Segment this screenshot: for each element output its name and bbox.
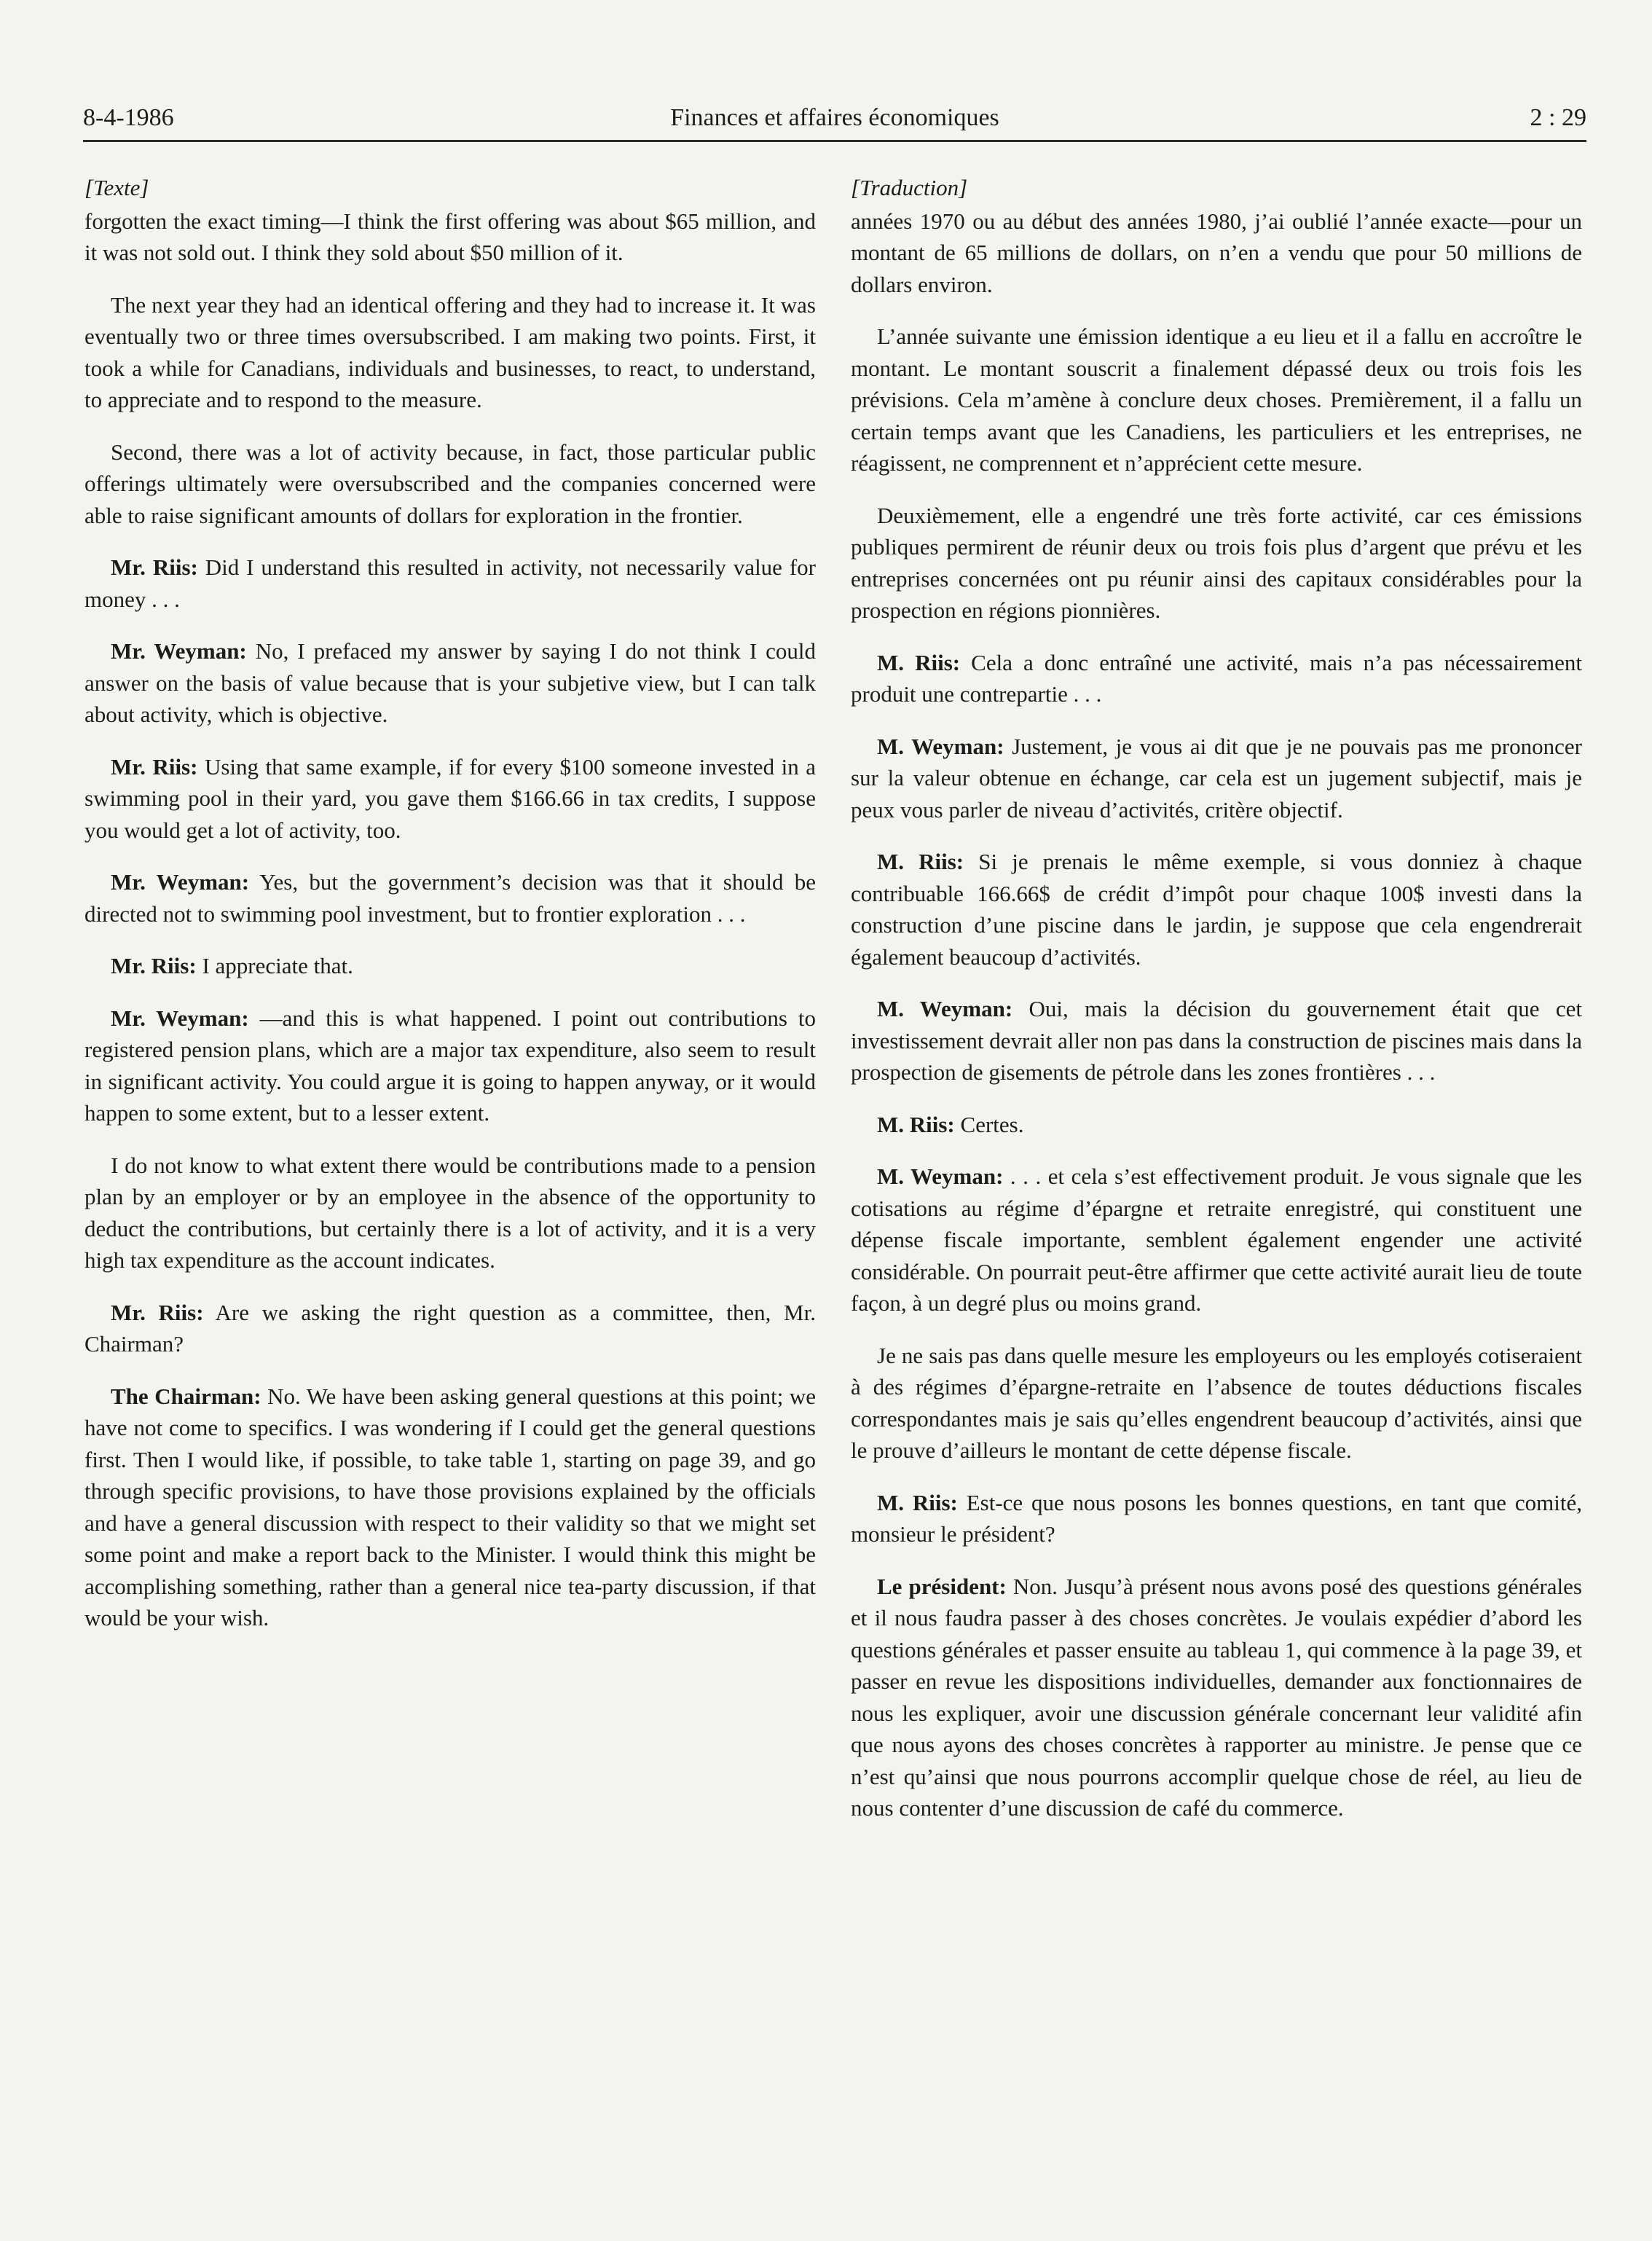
paragraph: [851, 205, 1582, 301]
paragraph: [851, 321, 1582, 479]
speaker-name: M. Weyman:: [877, 1163, 1004, 1189]
speaker-name: M. Riis:: [877, 849, 964, 874]
paragraph-text: The next year they had an identical offering and they had to increase it. It was eventually two or three times oversubscribed. I am making two points. First, it took a while for Canadians, individuals and businesses, to react, to understand, to appreciate and to respond to the measure.: [84, 291, 816, 412]
paragraph-text: L’année suivante une émission identique a eu lieu et il a fallu en accroître le montant. Le montant souscrit a finalement dépassé deux ou trois fois les prévisions. Cela m’amène à conclure deux choses. Premièrement, il a fallu un certain temps avant que les Canadiens, les particuliers et les entreprises, ne réagissent, ne comprennent et n’apprécient cette mesure.: [851, 323, 1582, 476]
header-page-number: 2 : 29: [1530, 104, 1586, 131]
right-paragraphs: [851, 205, 1582, 1824]
paragraph: [851, 1571, 1582, 1824]
paragraph-text: No. We have been asking general questions at this point; we have not come to specifics. I was wondering if I could get the general questions first. Then I would like, if possible, to take table 1, starting on page 39, and go through specific provisions, to have those provisions explained by the officials and have a general discussion with respect to their validity so that we might set some point and make a report back to the Minister. I would think this might be accomplishing something, rather than a general nice tea-party discussion, if that would be your wish.: [84, 1383, 816, 1630]
left-paragraphs: [84, 205, 816, 1634]
speaker-name: Mr. Weyman:: [111, 869, 250, 895]
speaker-name: Mr. Riis:: [111, 1299, 204, 1325]
paragraph-text: Certes.: [954, 1111, 1024, 1137]
paragraph-text: Oui, mais la décision du gouvernement était que cet investissement devrait aller non pas dans la construction de piscines mais dans la prospection de gisements de pétrole dans les zones frontières . . .: [851, 996, 1582, 1085]
speaker-name: Mr. Riis:: [111, 554, 198, 580]
speaker-name: M. Weyman:: [877, 733, 1004, 759]
speaker-name: Mr. Weyman:: [111, 1005, 249, 1031]
paragraph-text: Deuxièmement, elle a engendré une très forte activité, car ces émissions publiques permirent de réunir deux ou trois fois plus d’argent que prévu et les entreprises concernées ont pu réunir ainsi des capitaux considérables pour la prospection en régions pionnières.: [851, 502, 1582, 623]
paragraph-text: Are we asking the right question as a committee, then, Mr. Chairman?: [84, 1299, 816, 1357]
speaker-name: Le président:: [877, 1573, 1007, 1599]
paragraph-text: années 1970 ou au début des années 1980, j’ai oublié l’année exacte—pour un montant de 65 millions de dollars, on n’en a vendu que pour 50 millions de dollars environ.: [851, 208, 1582, 297]
paragraph-text: Second, there was a lot of activity because, in fact, those particular public offerings ultimately were oversubscribed and the companies concerned were able to raise significant amounts of dollars for exploration in the frontier.: [84, 439, 816, 528]
paragraph: [84, 1002, 816, 1129]
paragraph: [851, 1161, 1582, 1319]
paragraph: [851, 731, 1582, 826]
paragraph: [84, 751, 816, 847]
paragraph: [84, 1150, 816, 1276]
paragraph-text: forgotten the exact timing—I think the first offering was about $65 million, and it was not sold out. I think they sold about $50 million of it.: [84, 208, 816, 265]
speaker-name: M. Weyman:: [877, 996, 1013, 1021]
paragraph-text: Justement, je vous ai dit que je ne pouvais pas me prononcer sur la valeur obtenue en échange, car cela est un jugement subjectif, mais je peux vous parler de niveau d’activités, critère objectif.: [851, 733, 1582, 823]
speaker-name: M. Riis:: [877, 649, 961, 675]
paragraph: [851, 846, 1582, 973]
right-column-french: [851, 172, 1582, 1845]
paragraph: [84, 950, 816, 982]
paragraph: [84, 635, 816, 731]
paragraph-text: Yes, but the government’s decision was that it should be directed not to swimming pool investment, but to frontier exploration . . .: [84, 869, 816, 927]
paragraph: [851, 500, 1582, 627]
page-header: [83, 96, 1586, 142]
paragraph-text: —and this is what happened. I point out contributions to registered pension plans, which are a major tax expenditure, also seem to result in significant activity. You could argue it is going to happen anyway, or it would happen to some extent, but to a lesser extent.: [84, 1005, 816, 1126]
paragraph: [84, 1381, 816, 1634]
column-label-traduction: [Traduction]: [851, 175, 968, 200]
column-label-texte: [Texte]: [84, 175, 149, 200]
paragraph-text: Est-ce que nous posons les bonnes questions, en tant que comité, monsieur le président?: [851, 1489, 1582, 1547]
paragraph: [851, 1487, 1582, 1550]
paragraph: [84, 436, 816, 532]
paragraph: [851, 647, 1582, 710]
paragraph: [84, 205, 816, 269]
speaker-name: M. Riis:: [877, 1111, 955, 1137]
paragraph: [851, 1340, 1582, 1467]
speaker-name: Mr. Riis:: [111, 753, 198, 780]
speaker-name: Mr. Weyman:: [111, 638, 247, 664]
paragraph-text: No, I prefaced my answer by saying I do not think I could answer on the basis of value because that is your subjetive view, but I can talk about activity, which is objective.: [84, 638, 816, 727]
header-title: Finances et affaires économiques: [670, 104, 999, 131]
paragraph: [84, 552, 816, 615]
paragraph-text: Did I understand this resulted in activity, not necessarily value for money . . .: [84, 554, 816, 612]
speaker-name: M. Riis:: [877, 1489, 958, 1515]
paragraph: [84, 866, 816, 930]
paragraph-text: . . . et cela s’est effectivement produit. Je vous signale que les cotisations au régime d’épargne et retraite enregistré, qui constituent une dépense fiscale importante, semblent également engender une activité considérable. On pourrait peut-être affirmer que cette activité aurait lieu de toute façon, à un degré plus ou moins grand.: [851, 1163, 1582, 1316]
left-column-english: [84, 172, 816, 1655]
paragraph: [84, 289, 816, 416]
paragraph-text: Non. Jusqu’à présent nous avons posé des questions générales et il nous faudra passer à des choses concrètes. Je voulais expédier d’abord les questions générales et passer ensuite au tableau 1, qui commence à la page 39, et passer en revue les dispositions individuelles, demander aux fonctionnaires de nous les expliquer, avoir une discussion générale concernant leur validité afin que nous ayons des choses concrètes à rapporter au ministre. Je pense que ce n’est qu’ainsi que nous pourrons accomplir quelque chose de réel, au lieu de nous contenter d’une discussion de café du commerce.: [851, 1573, 1582, 1821]
paragraph-text: Cela a donc entraîné une activité, mais n’a pas nécessairement produit une contrepartie . . .: [851, 649, 1582, 707]
speaker-name: Mr. Riis:: [111, 953, 197, 978]
header-date: 8-4-1986: [83, 104, 174, 131]
paragraph: [851, 993, 1582, 1088]
paragraph-text: I appreciate that.: [196, 953, 353, 978]
paragraph-text: Si je prenais le même exemple, si vous donniez à chaque contribuable 166.66$ de crédit d’impôt pour chaque 100$ investi dans la construction d’une piscine dans le jardin, je suppose que cela engendrerait également beaucoup d’activités.: [851, 849, 1582, 970]
paragraph-text: Using that same example, if for every $100 someone invested in a swimming pool in their yard, you gave them $166.66 in tax credits, I suppose you would get a lot of activity, too.: [84, 753, 816, 843]
paragraph: [84, 1297, 816, 1360]
speaker-name: The Chairman:: [111, 1383, 261, 1409]
paragraph: [851, 1109, 1582, 1141]
paragraph-text: Je ne sais pas dans quelle mesure les employeurs ou les employés cotiseraient à des régimes d’épargne-retraite en l’absence de toutes déductions fiscales correspondantes mais je sais qu’elles engendrent beaucoup d’activités, ainsi que le prouve d’ailleurs le montant de cette dépense fiscale.: [851, 1342, 1582, 1463]
paragraph-text: I do not know to what extent there would be contributions made to a pension plan by an employer or by an employee in the absence of the opportunity to deduct the contributions, but certainly there is a lot of activity, and it is a very high tax expenditure as the account indicates.: [84, 1152, 816, 1273]
